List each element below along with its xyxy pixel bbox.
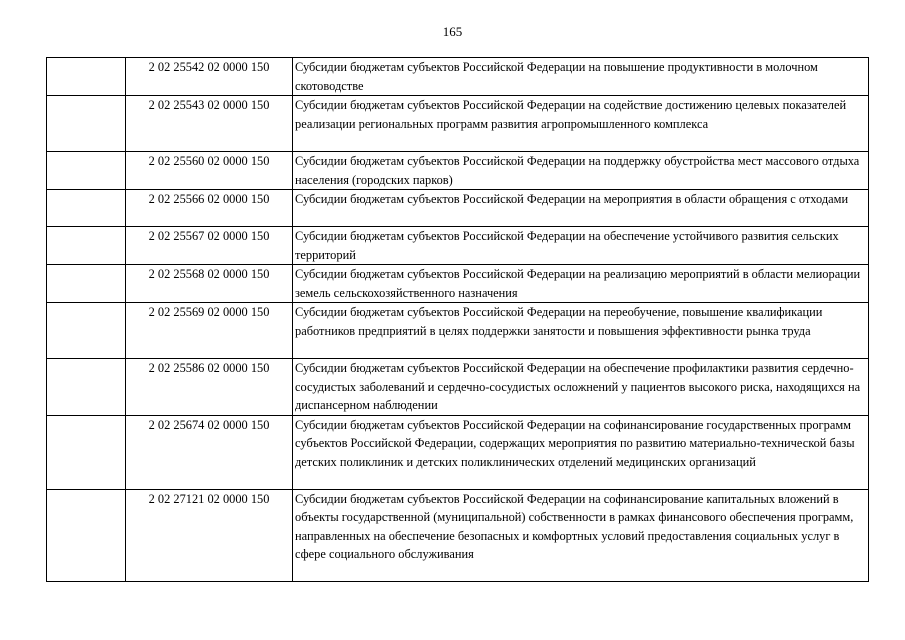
admin-code-cell bbox=[47, 303, 126, 359]
admin-code-cell bbox=[47, 152, 126, 190]
budget-code-cell: 2 02 25569 02 0000 150 bbox=[126, 303, 293, 359]
budget-code-cell: 2 02 27121 02 0000 150 bbox=[126, 489, 293, 581]
description-cell: Субсидии бюджетам субъектов Российской Федерации на софинансирование государственных программ субъектов Российской Федерации, содержащих мероприятия по развитию материально-технической базы детских поликлиник и детских поликлинических отделений медицинских организаций bbox=[293, 415, 869, 489]
description-cell: Субсидии бюджетам субъектов Российской Федерации на реализацию мероприятий в области мелиорации земель сельскохозяйственного назначения bbox=[293, 265, 869, 303]
description-cell: Субсидии бюджетам субъектов Российской Федерации на содействие достижению целевых показателей реализации региональных программ развития агропромышленного комплекса bbox=[293, 96, 869, 152]
admin-code-cell bbox=[47, 265, 126, 303]
table-row bbox=[47, 489, 869, 581]
description-cell: Субсидии бюджетам субъектов Российской Федерации на поддержку обустройства мест массового отдыха населения (городских парков) bbox=[293, 152, 869, 190]
description-cell: Субсидии бюджетам субъектов Российской Федерации на мероприятия в области обращения с отходами bbox=[293, 190, 869, 227]
description-cell: Субсидии бюджетам субъектов Российской Федерации на переобучение, повышение квалификации работников предприятий в целях поддержки занятости и повышения эффективности рынка труда bbox=[293, 303, 869, 359]
budget-code-cell: 2 02 25560 02 0000 150 bbox=[126, 152, 293, 190]
budget-code-cell: 2 02 25543 02 0000 150 bbox=[126, 96, 293, 152]
budget-codes-table bbox=[46, 57, 869, 582]
description-cell: Субсидии бюджетам субъектов Российской Федерации на софинансирование капитальных вложений в объекты государственной (муниципальной) собственности в рамках финансового обеспечения программ, направленных на обеспечение безопасных и комфортных условий предоставления социальных услуг в сфере социального обслуживания bbox=[293, 489, 869, 581]
budget-code-cell: 2 02 25542 02 0000 150 bbox=[126, 58, 293, 96]
admin-code-cell bbox=[47, 58, 126, 96]
table-row bbox=[47, 265, 869, 303]
page-number: 165 bbox=[442, 24, 463, 39]
admin-code-cell bbox=[47, 190, 126, 227]
table-row bbox=[47, 190, 869, 227]
table-row bbox=[47, 152, 869, 190]
description-cell: Субсидии бюджетам субъектов Российской Федерации на обеспечение устойчивого развития сельских территорий bbox=[293, 227, 869, 265]
description-cell: Субсидии бюджетам субъектов Российской Федерации на обеспечение профилактики развития сердечно-сосудистых заболеваний и сердечно-сосудистых осложнений у пациентов высокого риска, находящихся на диспансерном наблюдении bbox=[293, 359, 869, 416]
table-row bbox=[47, 303, 869, 359]
admin-code-cell bbox=[47, 96, 126, 152]
description-cell: Субсидии бюджетам субъектов Российской Федерации на повышение продуктивности в молочном скотоводстве bbox=[293, 58, 869, 96]
admin-code-cell bbox=[47, 359, 126, 416]
admin-code-cell bbox=[47, 489, 126, 581]
budget-code-cell: 2 02 25674 02 0000 150 bbox=[126, 415, 293, 489]
budget-code-cell: 2 02 25586 02 0000 150 bbox=[126, 359, 293, 416]
table-row bbox=[47, 415, 869, 489]
admin-code-cell bbox=[47, 415, 126, 489]
admin-code-cell bbox=[47, 227, 126, 265]
budget-code-cell: 2 02 25566 02 0000 150 bbox=[126, 190, 293, 227]
table-row bbox=[47, 227, 869, 265]
budget-code-cell: 2 02 25567 02 0000 150 bbox=[126, 227, 293, 265]
table-row bbox=[47, 359, 869, 416]
table-row bbox=[47, 58, 869, 96]
budget-code-cell: 2 02 25568 02 0000 150 bbox=[126, 265, 293, 303]
table-row bbox=[47, 96, 869, 152]
